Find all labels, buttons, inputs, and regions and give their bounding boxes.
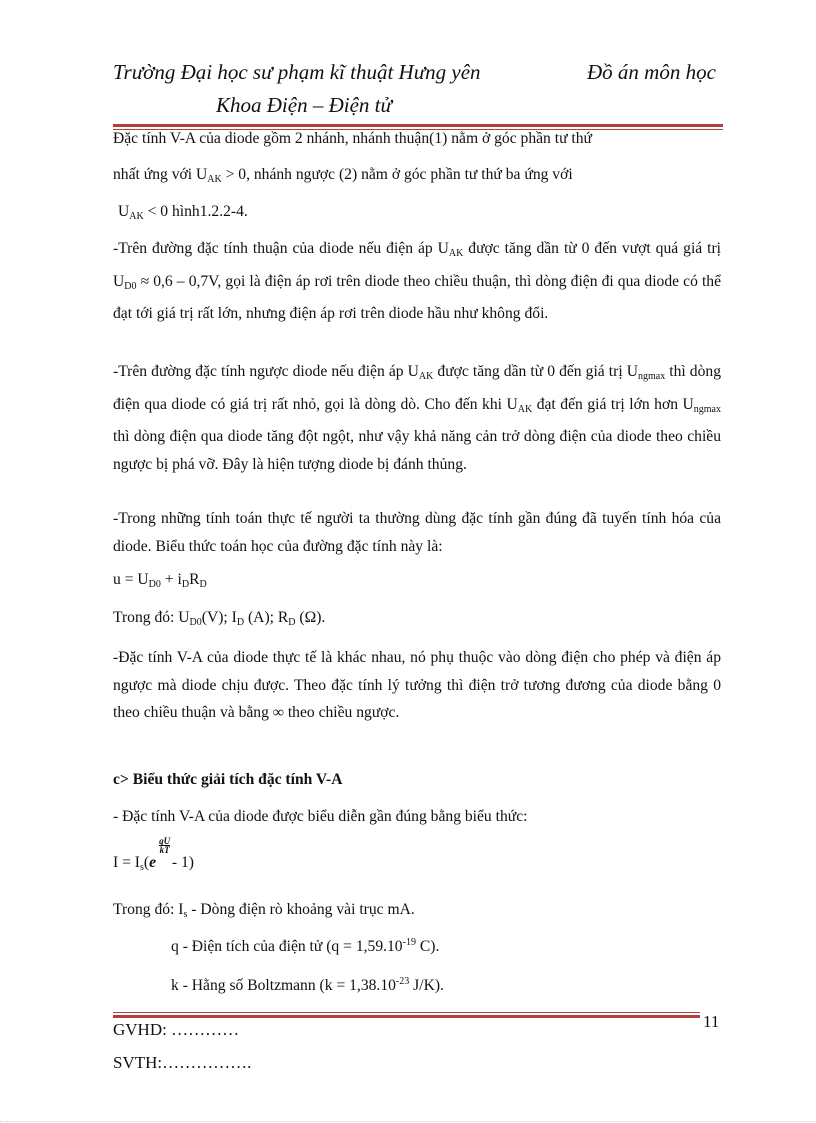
page-number: 11 bbox=[703, 1012, 720, 1031]
equation-linear-where: Trong đó: $U_{D0}(V)$; $I_D$ (A); $R_D$ (Ω). bbox=[113, 609, 326, 628]
footer-rule-thin bbox=[113, 1012, 700, 1013]
section-heading: c> Biểu thức giải tích đặc tính V-A bbox=[113, 771, 343, 788]
header-school: Trường Đại học sư phạm kĩ thuật Hưng yên bbox=[113, 60, 481, 84]
header-project: Đồ án môn học bbox=[587, 60, 716, 84]
para-analytic-expression: - Đặc tính V-A của diode được biểu diễn gần đúng bằng biểu thức: bbox=[113, 808, 528, 825]
footer-rule bbox=[113, 1015, 700, 1018]
para-1-line-3: $U_{AK} < 0$ hình1.2.2-4. bbox=[118, 203, 248, 222]
header-faculty: Khoa Điện – Điện tử bbox=[216, 93, 392, 117]
equation-linear: $u = U_{D0} + i_DR_D$ bbox=[113, 571, 207, 590]
para-forward-characteristic: -Trên đường đặc tính thuận của diode nếu điện áp $U_{AK}$ được tăng dần từ 0 đến vượt quá giá trị $U_{D0} \approx 0,6 - 0,7V$, gọi là điện áp rơi trên diode theo chiều thuận, thì dòng điện đi qua diode có thể đạt tới giá trị rất lớn, nhưng điện áp rơi trên diode hầu như không đổi. bbox=[113, 240, 722, 322]
equation-diode-where-q: q - Điện tích của điện tử ($q = 1,59.10^{-19}$ C). bbox=[171, 937, 440, 955]
footer-gvhd: GVHD: ………… bbox=[113, 1020, 240, 1039]
equation-diode-where-k: k - Hằng số Boltzmann ($k = 1,38.10^{-23}$ J/K). bbox=[171, 976, 444, 994]
footer-svth: SVTH:……………. bbox=[113, 1053, 252, 1072]
equation-diode: $I = I_s(e$ qU kT - 1) bbox=[113, 836, 194, 873]
equation-diode-where-is: Trong đó: $I_s$ - Dòng điện rò khoảng vài trục mA. bbox=[113, 901, 415, 920]
para-reverse-characteristic: -Trên đường đặc tính ngược diode nếu điện áp $U_{AK}$ được tăng dần từ 0 đến giá trị $U_{ngmax}$ thì dòng điện qua diode có giá trị rất nhỏ, gọi là dòng dò. Cho đến khi $U_{AK}$ đạt đến giá trị lớn hơn $U_{ngmax}$ thì dòng điện qua diode tăng đột ngột, như vậy khả năng cản trở dòng điện của diode theo chiều ngược bị phá vỡ. Đây là hiện tượng diode bị đánh thủng. bbox=[113, 363, 721, 473]
para-1-line-1: Đặc tính V-A của diode gồm 2 nhánh, nhánh thuận(1) nằm ở góc phần tư thứ bbox=[113, 130, 593, 147]
para-linearized: -Trong những tính toán thực tế người ta thường dùng đặc tính gần đúng đã tuyến tính hóa của diode. Biểu thức toán học của đường đặc tính này là: bbox=[113, 510, 721, 555]
para-real-characteristic: -Đặc tính V-A của diode thực tế là khác nhau, nó phụ thuộc vào dòng điện cho phép và điện áp ngược mà diode chịu được. Theo đặc tính lý tưởng thì điện trở tương đương của diode bằng 0 theo chiều thuận và bằng ∞ theo chiều ngược. bbox=[113, 649, 721, 721]
header-rule bbox=[113, 124, 723, 127]
para-1-line-2: nhất ứng với $U_{AK} > 0$, nhánh ngược (2) nằm ở góc phần tư thứ ba ứng với bbox=[113, 166, 573, 185]
